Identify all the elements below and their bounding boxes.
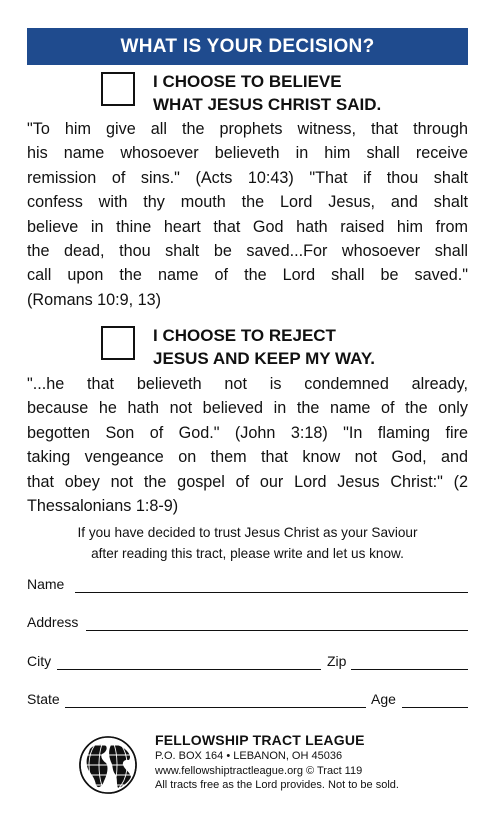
- city-field[interactable]: [57, 650, 321, 668]
- reject-label-line: I CHOOSE TO REJECT: [153, 326, 336, 345]
- reject-scripture: [27, 372, 468, 518]
- believe-label-line: WHAT JESUS CHRIST SAID.: [153, 95, 382, 114]
- age-label: Age: [371, 691, 396, 707]
- address-line: [86, 630, 468, 631]
- age-line: [402, 707, 468, 708]
- scripture-line: confess with thy mouth the Lord Jesus, and shalt: [27, 193, 468, 212]
- scripture-line: because he hath not believed in the name of the only: [27, 399, 468, 418]
- zip-label: Zip: [327, 653, 347, 669]
- choice-reject: [101, 324, 461, 370]
- scripture-line: taking vengeance on them that know not God, and: [27, 448, 468, 467]
- age-field[interactable]: [402, 688, 468, 706]
- city-label: City: [27, 653, 52, 669]
- zip-line: [351, 669, 468, 670]
- state-field[interactable]: [65, 688, 366, 706]
- name-field[interactable]: [75, 573, 468, 591]
- state-label: State: [27, 691, 60, 707]
- choice-believe: [101, 70, 461, 116]
- scripture-line: his name whosoever believeth in him shall receive: [27, 144, 468, 163]
- name-line: [75, 592, 468, 593]
- believe-checkbox[interactable]: [101, 72, 135, 106]
- globe-icon: [78, 735, 138, 795]
- believe-label: [153, 70, 381, 116]
- state-line: [65, 707, 366, 708]
- scripture-line: begotten Son of God." (John 3:18) "In flaming fire: [27, 423, 468, 442]
- reject-checkbox[interactable]: [101, 326, 135, 360]
- page-title: WHAT IS YOUR DECISION?: [27, 28, 468, 65]
- scripture-line: "To him give all the prophets witness, that through: [27, 120, 468, 138]
- publisher-website: www.fellowshiptractleague.org © Tract 119: [155, 764, 363, 777]
- scripture-line: the dead, thou shalt be saved...For whosoever shall: [27, 242, 468, 261]
- scripture-line: that obey not the gospel of our Lord Jesus Christ:" (2: [27, 472, 468, 491]
- scripture-line: believe in thine heart that God hath raised him from: [27, 217, 468, 236]
- address-row: [27, 614, 468, 636]
- publisher-info: [155, 732, 399, 793]
- reject-label-line: JESUS AND KEEP MY WAY.: [153, 349, 376, 368]
- publisher-name: FELLOWSHIP TRACT LEAGUE: [155, 732, 365, 748]
- believe-scripture: [27, 117, 468, 312]
- scripture-line: (Romans 10:9, 13): [27, 290, 162, 309]
- address-label: Address: [27, 614, 79, 630]
- address-field[interactable]: [86, 611, 468, 629]
- reject-label: [153, 324, 375, 370]
- scripture-line: call upon the name of the Lord shall be saved.": [27, 266, 468, 285]
- city-line: [57, 669, 321, 670]
- name-label: Name: [27, 576, 65, 592]
- publisher-footer: [78, 732, 458, 802]
- state-age-row: [27, 691, 468, 713]
- zip-field[interactable]: [351, 650, 468, 668]
- name-row: [27, 576, 468, 598]
- invitation-text: [27, 522, 468, 564]
- invitation-line: after reading this tract, please write and let us know.: [91, 546, 404, 561]
- scripture-line: remission of sins." (Acts 10:43) "That if thou shalt: [27, 168, 468, 187]
- city-zip-row: [27, 653, 468, 675]
- believe-label-line: I CHOOSE TO BELIEVE: [153, 72, 342, 91]
- publisher-note: All tracts free as the Lord provides. Not to be sold.: [155, 779, 399, 791]
- invitation-line: If you have decided to trust Jesus Christ as your Saviour: [77, 525, 418, 540]
- publisher-address: P.O. BOX 164 • LEBANON, OH 45036: [155, 750, 343, 762]
- scripture-line: Thessalonians 1:8-9): [27, 497, 179, 516]
- scripture-line: "...he that believeth not is condemned already,: [27, 375, 468, 393]
